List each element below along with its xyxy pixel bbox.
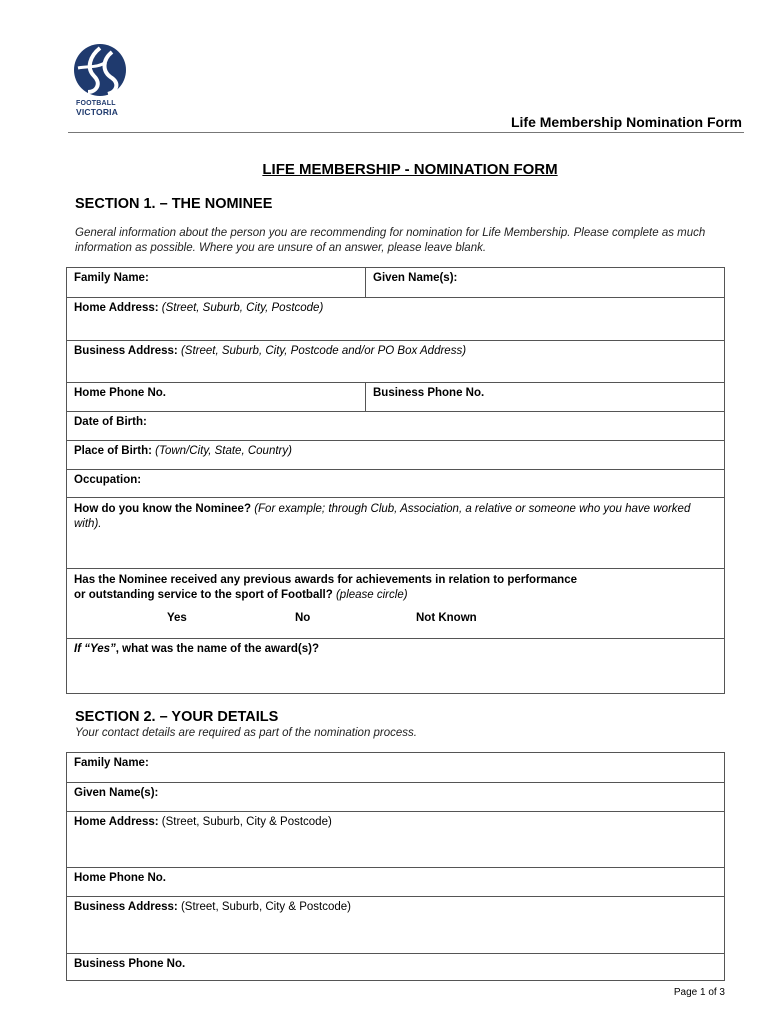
your-business-address-cell xyxy=(67,897,724,953)
nominee-occupation-field[interactable] xyxy=(67,469,724,497)
your-home-address-hint: (Street, Suburb, City & Postcode) xyxy=(161,816,332,828)
nominee-business-address-cell xyxy=(67,341,724,382)
award-name-field[interactable] xyxy=(67,638,724,694)
nominee-dob-cell xyxy=(67,412,724,440)
nominee-place-of-birth-field[interactable] xyxy=(67,440,724,469)
nominee-place-of-birth-label: Place of Birth: xyxy=(74,445,152,457)
nominee-dob-field[interactable] xyxy=(67,411,724,440)
logo-text xyxy=(76,100,118,116)
your-details-form-table xyxy=(66,752,725,981)
nominee-home-address-field[interactable] xyxy=(67,297,724,340)
logo-line-1: FOOTBALL xyxy=(76,100,116,107)
your-home-phone-label: Home Phone No. xyxy=(74,872,167,884)
nominee-name-row xyxy=(67,268,724,297)
award-name-question-prefix: If “Yes” xyxy=(74,643,116,655)
section2-heading: SECTION 2. – YOUR DETAILS xyxy=(75,709,279,725)
nominee-dob-label: Date of Birth: xyxy=(74,416,147,428)
nominee-business-phone-field[interactable] xyxy=(365,383,724,411)
your-home-address-label: Home Address: xyxy=(74,816,159,828)
section2-description: Your contact details are required as part of the nomination process. xyxy=(75,727,418,739)
logo-line-2: VICTORIA xyxy=(76,107,119,117)
your-business-phone-cell xyxy=(67,954,724,980)
your-business-address-label: Business Address: xyxy=(74,901,178,913)
your-home-phone-field[interactable] xyxy=(67,867,724,896)
previous-awards-question-line2: or outstanding service to the sport of Football? xyxy=(74,589,333,601)
nominee-business-address-label: Business Address: xyxy=(74,345,178,357)
your-home-phone-cell xyxy=(67,868,724,896)
your-business-address-hint: (Street, Suburb, City & Postcode) xyxy=(180,901,351,913)
your-home-address-field[interactable] xyxy=(67,811,724,867)
nominee-business-address-hint: (Street, Suburb, City, Postcode and/or PO Box Address) xyxy=(180,345,467,357)
how-know-nominee-hint: (For example; through Club, Association, a relative or someone who you have worked with). xyxy=(74,503,691,530)
your-given-names-field[interactable] xyxy=(67,782,724,811)
nominee-phone-row xyxy=(67,382,724,411)
football-icon xyxy=(72,42,128,98)
option-yes[interactable]: Yes xyxy=(167,612,187,624)
nominee-occupation-cell xyxy=(67,470,724,497)
how-know-nominee-field[interactable] xyxy=(67,497,724,568)
previous-awards-hint: (please circle) xyxy=(335,589,408,601)
football-victoria-logo xyxy=(72,42,128,98)
option-not-known[interactable]: Not Known xyxy=(416,612,477,624)
nominee-place-of-birth-hint: (Town/City, State, Country) xyxy=(155,445,292,457)
your-home-address-cell xyxy=(67,812,724,867)
nominee-home-address-cell xyxy=(67,298,724,340)
form-title: LIFE MEMBERSHIP - NOMINATION FORM xyxy=(262,161,558,178)
nominee-home-address-label: Home Address: xyxy=(74,302,159,314)
your-family-name-cell xyxy=(67,753,724,782)
option-no[interactable]: No xyxy=(295,612,311,624)
nominee-family-name-label: Family Name: xyxy=(74,272,149,284)
your-business-phone-label: Business Phone No. xyxy=(74,958,186,970)
header-divider xyxy=(68,132,744,133)
nominee-business-address-field[interactable] xyxy=(67,340,724,382)
how-know-nominee-label: How do you know the Nominee? xyxy=(74,503,251,515)
nominee-occupation-label: Occupation: xyxy=(74,474,142,486)
award-name-question: , what was the name of the award(s)? xyxy=(115,643,319,655)
section1-heading: SECTION 1. – THE NOMINEE xyxy=(75,196,273,212)
award-name-cell xyxy=(67,639,724,694)
previous-awards-row xyxy=(67,568,724,638)
section1-description: General information about the person you are recommending for nomination for Life Membership. Please complete as much information as possible. Where you are unsure of an answer, please leave blank. xyxy=(75,227,706,254)
nominee-given-names-field[interactable] xyxy=(365,268,724,297)
nominee-form-table xyxy=(66,267,725,694)
your-family-name-label: Family Name: xyxy=(74,757,149,769)
previous-awards-question-line1: Has the Nominee received any previous awards for achievements in relation to performance xyxy=(74,574,577,586)
nominee-business-phone-label: Business Phone No. xyxy=(373,387,485,399)
your-business-address-field[interactable] xyxy=(67,896,724,953)
nominee-place-of-birth-cell xyxy=(67,441,724,469)
nominee-home-phone-label: Home Phone No. xyxy=(74,387,167,399)
previous-awards-cell xyxy=(67,569,724,638)
page-number: Page 1 of 3 xyxy=(673,987,725,998)
nominee-home-address-hint: (Street, Suburb, City, Postcode) xyxy=(161,302,324,314)
nominee-given-names-label: Given Name(s): xyxy=(373,272,458,284)
your-given-names-label: Given Name(s): xyxy=(74,787,159,799)
header-title: Life Membership Nomination Form xyxy=(510,114,742,130)
nominee-home-phone-field[interactable] xyxy=(67,383,365,411)
how-know-nominee-cell xyxy=(67,498,724,568)
nominee-family-name-field[interactable] xyxy=(67,268,365,297)
your-business-phone-field[interactable] xyxy=(67,953,724,980)
your-family-name-field[interactable] xyxy=(67,753,724,782)
your-given-names-cell xyxy=(67,783,724,811)
